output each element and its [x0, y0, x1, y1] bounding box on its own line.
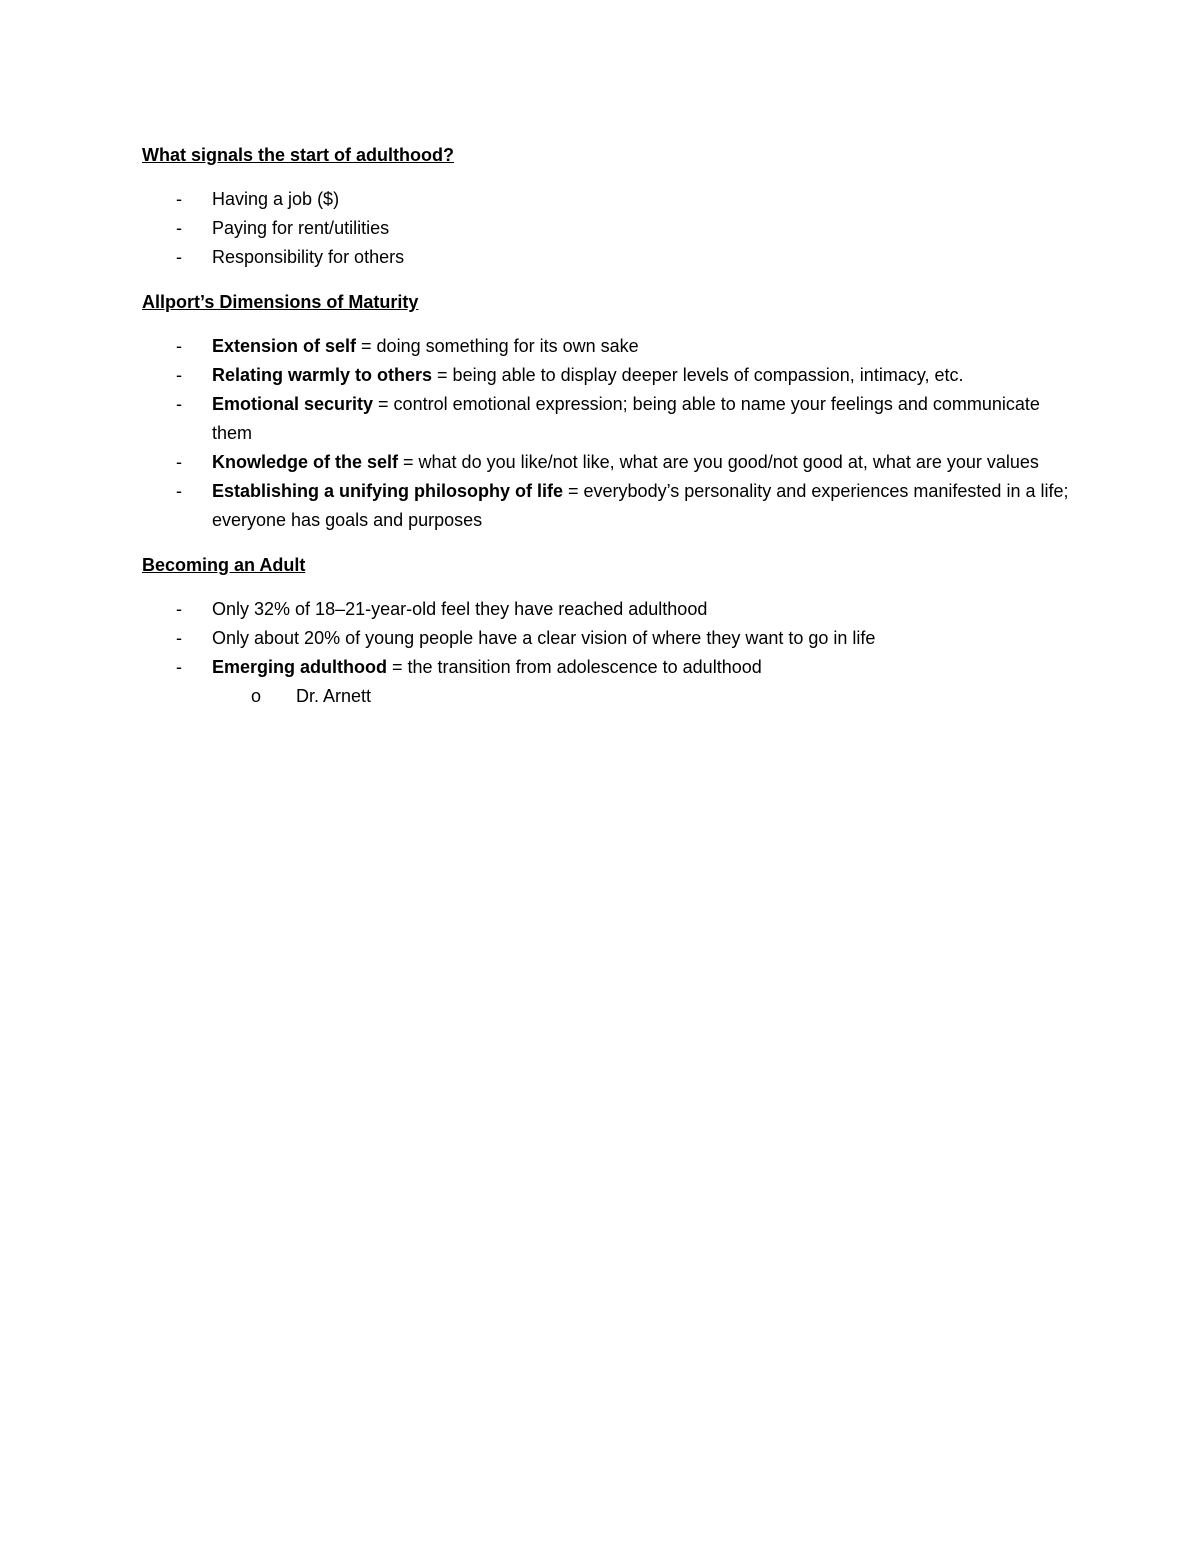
sub-list — [212, 682, 1072, 711]
dash-bullet: - — [176, 657, 182, 677]
dash-bullet: - — [176, 189, 182, 209]
list-item — [142, 361, 1072, 390]
dash-bullet: - — [176, 452, 182, 472]
dash-bullet: - — [176, 481, 182, 501]
dash-bullet: - — [176, 599, 182, 619]
list-item-term: Extension of self — [212, 336, 357, 356]
dash-bullet: - — [176, 218, 182, 238]
list-item-term: Emotional security — [212, 394, 374, 414]
dash-bullet: - — [176, 394, 182, 414]
allport-dimensions-list — [142, 332, 1072, 535]
list-item — [142, 214, 1072, 243]
list-item-text: = control emotional expression; being able to name your feelings and communicate them — [212, 394, 1040, 443]
list-item-text: Responsibility for others — [212, 247, 405, 267]
list-item — [142, 243, 1072, 272]
adulthood-signals-list — [142, 185, 1072, 272]
list-item — [142, 390, 1072, 448]
list-item — [142, 332, 1072, 361]
list-item-text: = everybody’s personality and experiences manifested in a life; everyone has goals and purposes — [212, 481, 1069, 530]
dash-bullet: - — [176, 336, 182, 356]
list-item-text: = what do you like/not like, what are you good/not good at, what are your values — [398, 452, 1039, 472]
list-item — [142, 624, 1072, 653]
circle-bullet: o — [251, 686, 262, 706]
section-heading-allport-dimensions: Allport’s Dimensions of Maturity — [142, 292, 419, 312]
list-item-term: Establishing a unifying philosophy of life — [212, 481, 564, 501]
list-item-text: = being able to display deeper levels of compassion, intimacy, etc. — [432, 365, 964, 385]
list-item-text: = the transition from adolescence to adulthood — [387, 657, 762, 677]
list-item-text: Having a job ($) — [212, 189, 340, 209]
document-body — [142, 141, 1072, 711]
list-item-term: Relating warmly to others — [212, 365, 433, 385]
section-heading-adulthood-signals: What signals the start of adulthood? — [142, 145, 454, 165]
list-item — [142, 477, 1072, 535]
list-item-text: = doing something for its own sake — [356, 336, 639, 356]
list-item — [142, 448, 1072, 477]
list-item-term: Emerging adulthood — [212, 657, 387, 677]
section-heading-becoming-adult: Becoming an Adult — [142, 555, 306, 575]
list-item — [142, 185, 1072, 214]
dash-bullet: - — [176, 247, 182, 267]
becoming-adult-list — [142, 595, 1072, 711]
list-item-text: Only 32% of 18–21-year-old feel they have reached adulthood — [212, 599, 708, 619]
list-item — [142, 595, 1072, 624]
list-item-term: Knowledge of the self — [212, 452, 399, 472]
dash-bullet: - — [176, 628, 182, 648]
sub-list-item-text: Dr. Arnett — [296, 686, 372, 706]
list-item — [142, 653, 1072, 711]
list-item-text: Only about 20% of young people have a clear vision of where they want to go in life — [212, 628, 876, 648]
dash-bullet: - — [176, 365, 182, 385]
list-item-text: Paying for rent/utilities — [212, 218, 390, 238]
sub-list-item — [142, 682, 1072, 711]
